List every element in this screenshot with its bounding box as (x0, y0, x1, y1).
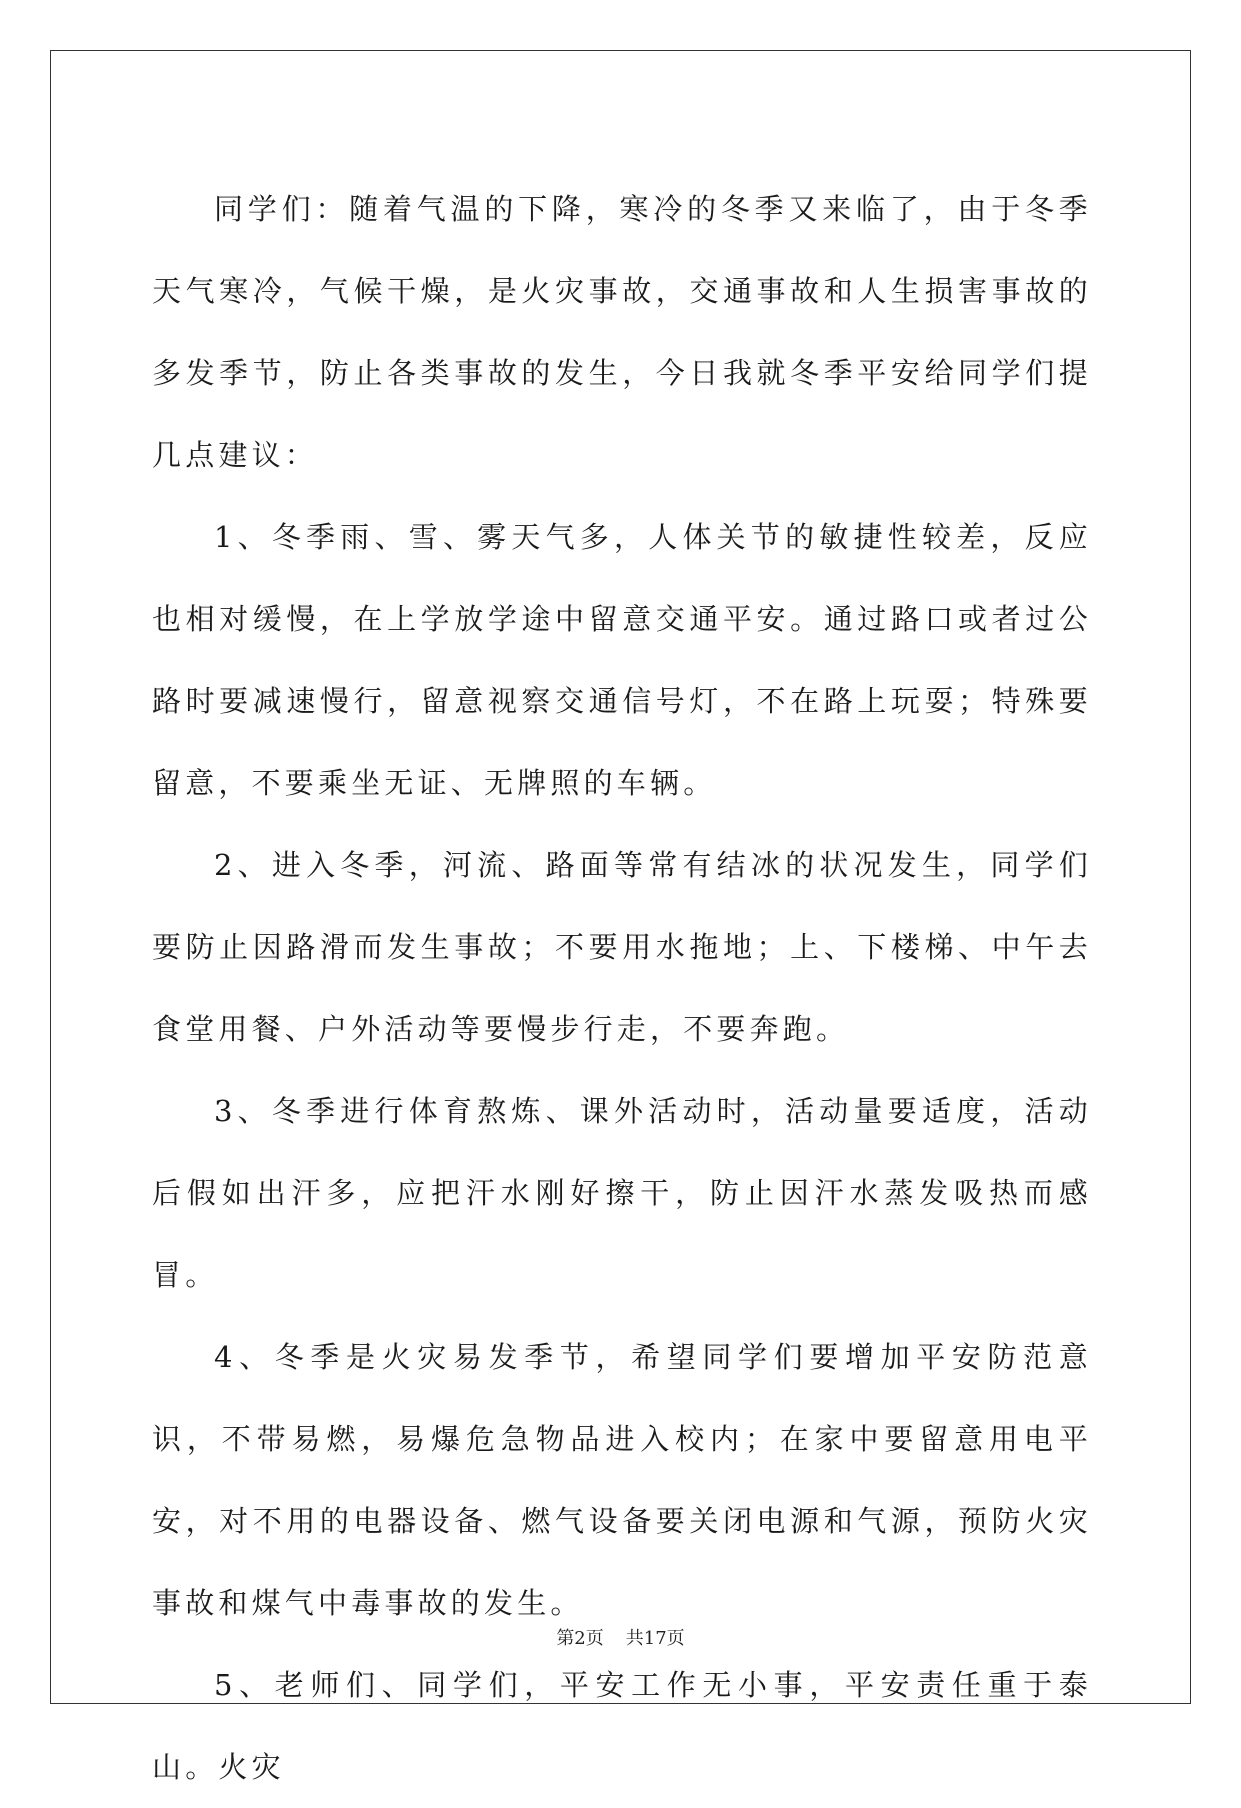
paragraph-item-5: 5、老师们、同学们，平安工作无小事，平安责任重于泰山。火灾 (152, 1668, 1092, 1784)
paragraph-item-4: 4、冬季是火灾易发季节，希望同学们要增加平安防范意识，不带易燃，易爆危急物品进入校内；在家中要留意用电平安，对不用的电器设备、燃气设备要关闭电源和气源，预防火灾事故和煤气中毒事故的发生。 (152, 1340, 1092, 1620)
page-total: 共17页 (625, 1628, 685, 1649)
paragraph-item-1: 1、冬季雨、雪、雾天气多，人体关节的敏捷性较差，反应也相对缓慢，在上学放学途中留意交通平安。通过路口或者过公路时要减速慢行，留意视察交通信号灯，不在路上玩耍；特殊要留意，不要乘坐无证、无牌照的车辆。 (152, 520, 1092, 800)
paragraph-item-2: 2、进入冬季，河流、路面等常有结冰的状况发生，同学们要防止因路滑而发生事故；不要用水拖地；上、下楼梯、中午去食堂用餐、户外活动等要慢步行走，不要奔跑。 (152, 848, 1092, 1046)
page-number: 第2页 (556, 1628, 604, 1649)
document-body (152, 168, 1092, 1808)
paragraph-item-3: 3、冬季进行体育熬炼、课外活动时，活动量要适度，活动后假如出汗多，应把汗水刚好擦干，防止因汗水蒸发吸热而感冒。 (152, 1094, 1092, 1292)
page-footer (0, 1627, 1241, 1651)
paragraph-intro: 同学们：随着气温的下降，寒冷的冬季又来临了，由于冬季天气寒冷，气候干燥，是火灾事故，交通事故和人生损害事故的多发季节，防止各类事故的发生，今日我就冬季平安给同学们提几点建议： (152, 192, 1092, 472)
